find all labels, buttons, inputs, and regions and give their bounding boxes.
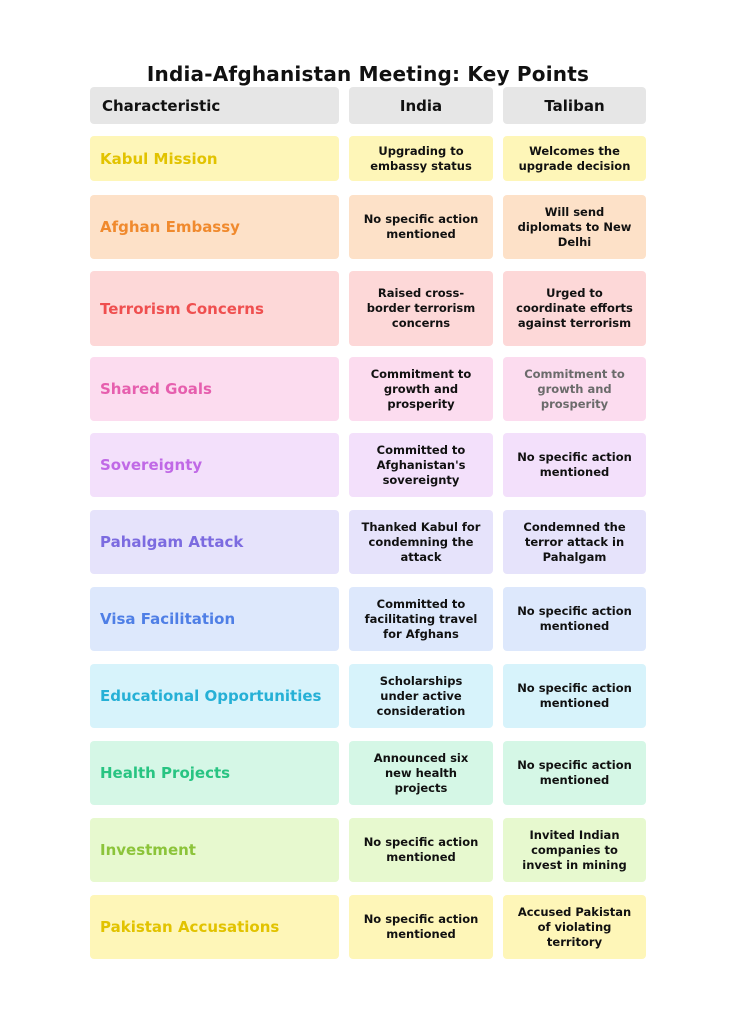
row-label: Terrorism Concerns xyxy=(90,271,339,346)
taliban-cell: Accused Pakistan of violating territory xyxy=(503,895,646,959)
taliban-cell: Will send diplomats to New Delhi xyxy=(503,195,646,259)
india-cell: Thanked Kabul for condemning the attack xyxy=(349,510,493,574)
taliban-cell: Urged to coordinate efforts against terrorism xyxy=(503,271,646,346)
india-cell: No specific action mentioned xyxy=(349,895,493,959)
row-label: Pahalgam Attack xyxy=(90,510,339,574)
row-label: Pakistan Accusations xyxy=(90,895,339,959)
header-india: India xyxy=(349,87,493,124)
taliban-cell: No specific action mentioned xyxy=(503,664,646,728)
india-cell: Committed to facilitating travel for Afghans xyxy=(349,587,493,651)
taliban-cell: No specific action mentioned xyxy=(503,587,646,651)
india-cell: Upgrading to embassy status xyxy=(349,136,493,181)
taliban-cell: Commitment to growth and prosperity xyxy=(503,357,646,421)
row-label: Educational Opportunities xyxy=(90,664,339,728)
india-cell: Scholarships under active consideration xyxy=(349,664,493,728)
india-cell: Commitment to growth and prosperity xyxy=(349,357,493,421)
row-label: Shared Goals xyxy=(90,357,339,421)
header-taliban: Taliban xyxy=(503,87,646,124)
india-cell: Committed to Afghanistan's sovereignty xyxy=(349,433,493,497)
row-label: Visa Facilitation xyxy=(90,587,339,651)
row-label: Afghan Embassy xyxy=(90,195,339,259)
taliban-cell: No specific action mentioned xyxy=(503,741,646,805)
taliban-cell: Condemned the terror attack in Pahalgam xyxy=(503,510,646,574)
taliban-cell: Welcomes the upgrade decision xyxy=(503,136,646,181)
row-label: Sovereignty xyxy=(90,433,339,497)
taliban-cell: No specific action mentioned xyxy=(503,433,646,497)
row-label: Health Projects xyxy=(90,741,339,805)
india-cell: No specific action mentioned xyxy=(349,818,493,882)
india-cell: Announced six new health projects xyxy=(349,741,493,805)
row-label: Investment xyxy=(90,818,339,882)
row-label: Kabul Mission xyxy=(90,136,339,181)
india-cell: Raised cross-border terrorism concerns xyxy=(349,271,493,346)
india-cell: No specific action mentioned xyxy=(349,195,493,259)
page-title: India-Afghanistan Meeting: Key Points xyxy=(146,62,590,86)
header-characteristic: Characteristic xyxy=(90,87,339,124)
taliban-cell: Invited Indian companies to invest in mining xyxy=(503,818,646,882)
